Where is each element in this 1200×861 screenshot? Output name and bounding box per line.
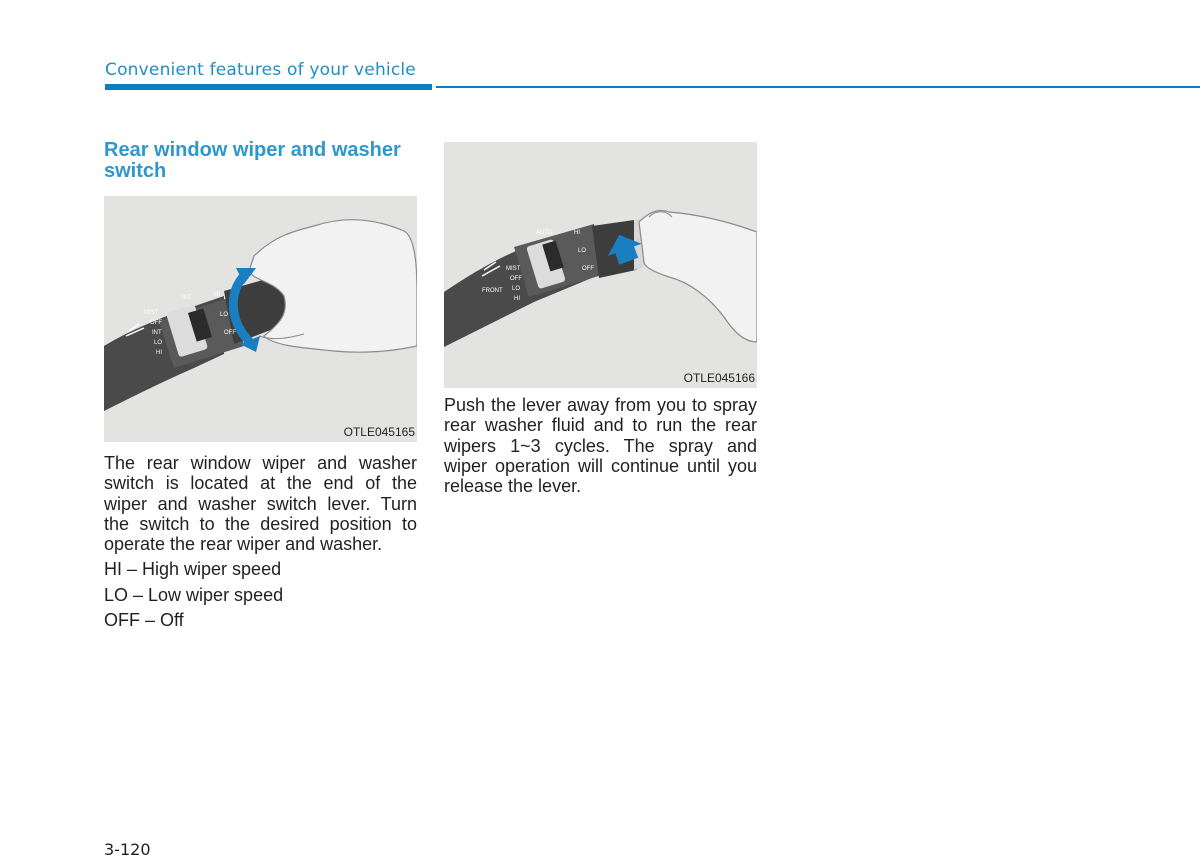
wiper-lever-illustration — [104, 196, 417, 442]
lever-label: AUTO — [536, 230, 553, 236]
lever-label: HI — [574, 230, 580, 236]
lever-label: INT — [152, 330, 162, 336]
lever-label: FRONT — [482, 288, 503, 294]
paragraph-washer-operation: Push the lever away from you to spray rear washer fluid and to run the rear wipers 1~3 cycles. The spray and wiper operation will continue until you release the lever. — [444, 395, 757, 497]
washer-lever-illustration — [444, 142, 757, 388]
lever-label: HI — [214, 292, 220, 298]
lever-label: LO — [578, 248, 587, 254]
hand — [249, 220, 417, 353]
header-rule-thick — [105, 84, 432, 90]
figure-code: OTLE045165 — [343, 425, 415, 439]
lever-label: LO — [220, 312, 229, 318]
lever-label: MIST — [144, 310, 159, 316]
lever-label: HI — [514, 296, 520, 302]
lever-label: HI — [156, 350, 162, 356]
list-item: HI – High wiper speed — [104, 559, 282, 579]
chapter-title: Convenient features of your vehicle — [105, 60, 416, 80]
lever-label: OFF — [510, 276, 522, 282]
figure-rear-washer-push — [444, 142, 757, 388]
figure-rear-wiper-rotate — [104, 196, 417, 442]
list-item: OFF – Off — [104, 610, 184, 630]
header-rule-thin — [436, 86, 1200, 88]
page-number: 3-120 — [104, 840, 151, 859]
lever-label: INT — [182, 295, 192, 301]
list-item: LO – Low wiper speed — [104, 584, 284, 605]
section-heading: Rear window wiper and washer switch — [104, 139, 401, 182]
lever-label: OFF — [150, 320, 162, 326]
lever-label: OFF — [224, 330, 236, 336]
lever-label: MIST — [506, 266, 521, 272]
hand — [639, 210, 757, 342]
lever-label: LO — [512, 286, 521, 292]
lever-label: LO — [154, 340, 163, 346]
paragraph-switch-location: The rear window wiper and washer switch is located at the end of the wiper and washer switch lever. Turn the switch to the desired position to operate the rear wiper and washer. — [104, 453, 417, 555]
figure-code: OTLE045166 — [683, 371, 755, 385]
speed-list — [104, 559, 417, 636]
lever-label: OFF — [582, 266, 594, 272]
